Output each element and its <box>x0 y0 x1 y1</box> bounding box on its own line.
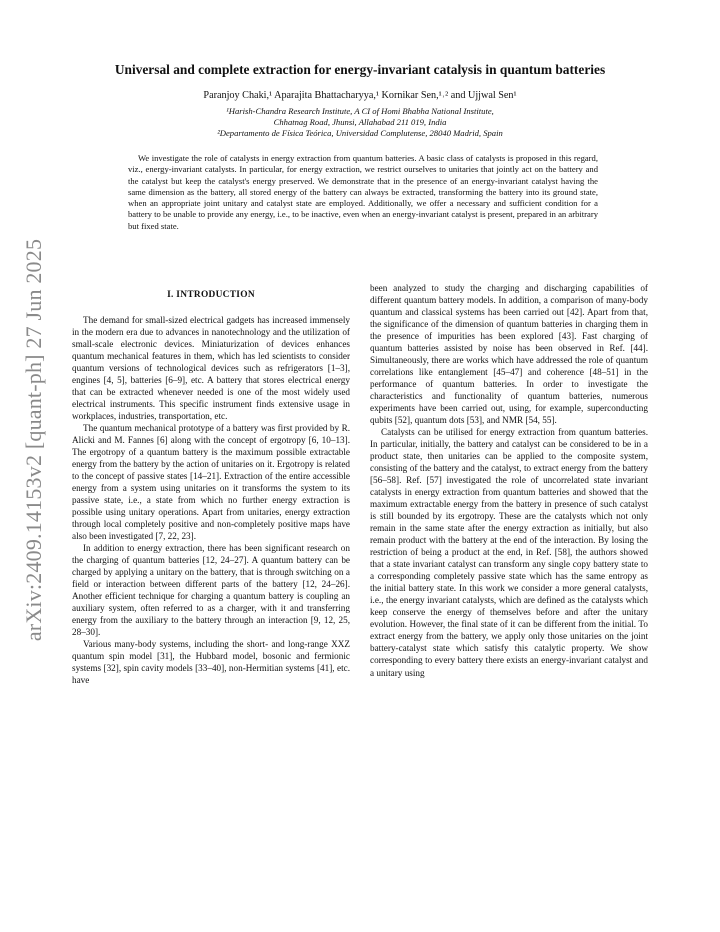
section-heading-introduction: I. INTRODUCTION <box>167 290 255 300</box>
affiliation-line: ¹Harish-Chandra Research Institute, A CI of Homi Bhabha National Institute, <box>226 106 494 116</box>
right-column <box>370 282 648 679</box>
affiliation-line: ²Departamento de Física Teórica, Universidad Complutense, 28040 Madrid, Spain <box>217 128 503 139</box>
body-paragraph: Catalysts can be utilised for energy extraction from quantum batteries. In particular, initially, the battery and catalyst can be considered to be in a product state, then unitaries can be applied to the composite system, consisting of the battery and the catalyst, to extract energy from the battery [56–58]. Ref. [57] investigated the role of uncorrelated state invariant catalysts in energy extraction from quantum batteries and showed that the maximum extractable energy from the battery in presence of such catalyst is still bounded by its ergotropy. These are the catalysts which not only remain in the same state after the energy extraction as initially, but also remain product with the battery at the end of the interaction. By losing the restriction of being a product at the end, in Ref. [58], the authors showed that a state invariant catalyst can transform any single copy battery state to a corresponding completely passive state which has the same entropy as the initial battery state. In this work we consider a more general catalysts, i.e., the energy invariant catalysts, which are defined as the catalysts which keep conserve the energy of themselves before and after the unitary evolution. However, the final state of it can be different from the initial. To extract energy from the battery, we apply only those unitaries on the joint battery-catalyst state which satisfy this catalytic property. We show corresponding to every battery there exists an energy-invariant catalyst and a unitary using <box>370 427 648 678</box>
abstract: We investigate the role of catalysts in energy extraction from quantum batteries. A basic class of catalysts is proposed in this regard, viz., energy-invariant catalysts. In particular, for energy extraction, we restrict ourselves to unitaries that jointly act on the battery and the catalyst but keep the catalyst's energy preserved. We demonstrate that in the presence of an energy-invariant catalyst having the same dimension as the battery, all stored energy of the battery can always be extracted, transforming the battery into its ground state, when an appropriate joint unitary and catalyst state are employed. Additionally, we offer a necessary and sufficient condition for a battery to be unable to provide any energy, i.e., to be inactive, even when an energy-invariant catalyst is present, prepared in an arbitrary but fixed state. <box>128 153 598 231</box>
affiliation-line: Chhatnag Road, Jhunsi, Allahabad 211 019, India <box>273 117 447 128</box>
body-paragraph: The demand for small-sized electrical gadgets has increased immensely in the modern era due to advances in nanotechnology and the utilization of small-scale electronic devices. Miniaturization of devices enhances quantum mechanical features in them, which has led scientists to consider quantum versions of technological devices such as refrigerators [1–3], engines [4, 5], batteries [6–9], etc. A battery that stores electrical energy that can be extracted whenever needed is one of the most widely used electrical instruments. This specific instrument finds extensive usage in workplaces, industries, transportation, etc. <box>72 315 350 422</box>
body-paragraph: been analyzed to study the charging and discharging capabilities of different quantum battery models. In addition, a comparison of many-body quantum and classical systems has been carried out [42]. Apart from that, the significance of the dimension of quantum batteries in charging them in the presence of impurities has been explored [43]. Fast charging of quantum batteries assisted by noise has been observed in Ref. [44]. Simultaneously, there are works which have addressed the role of quantum correlations like entanglement [45–47] and coherence [48–51] in the performance of quantum batteries. In order to investigate the characteristics and functionality of quantum batteries, numerous experiments have been carried out, using, for example, superconducting qubits [52], quantum dots [53], and NMR [54, 55]. <box>370 283 648 426</box>
body-paragraph: Various many-body systems, including the short- and long-range XXZ quantum spin model [31], the Hubbard model, bosonic and fermionic systems [32], spin cavity models [33–40], non-Hermitian systems [41], etc. have <box>72 639 350 686</box>
arxiv-identifier-strip <box>14 190 54 690</box>
left-column <box>72 290 350 686</box>
paper-title: Universal and complete extraction for energy-invariant catalysis in quantum batteries <box>114 62 606 77</box>
body-paragraph: The quantum mechanical prototype of a battery was first provided by R. Alicki and M. Fannes [6] along with the concept of ergotropy [6, 10–13]. The ergotropy of a quantum battery is the maximum possible extractable energy from the battery by the action of unitaries on it. Ergotropy is related to the concept of passive states [14–21]. Extraction of the entire accessible energy from a system using unitaries on it transforms the system to its passive state, i.e., a state from which no further energy extraction is possible using unitary operations. Apart from unitaries, energy extraction through local completely positive and non-completely positive maps have also been investigated [7, 22, 23]. <box>72 423 350 542</box>
affiliations <box>80 106 640 140</box>
body-paragraph: In addition to energy extraction, there has been significant research on the charging of quantum batteries [12, 24–27]. A quantum battery can be charged by applying a unitary on the battery, that is through switching on a field or interaction between different parts of the battery [12, 24–26]. Another efficient technique for charging a quantum battery is coupling an auxiliary system, often referred to as a charger, with it and transferring energy from the auxiliary to the battery through an interaction [9, 12, 25, 28–30]. <box>72 543 350 638</box>
author-list: Paranjoy Chaki,¹ Aparajita Bhattacharyya,¹ Kornikar Sen,¹˒² and Ujjwal Sen¹ <box>203 90 517 101</box>
arxiv-identifier: arXiv:2409.14153v2 [quant-ph] 27 Jun 2025 <box>21 238 47 642</box>
